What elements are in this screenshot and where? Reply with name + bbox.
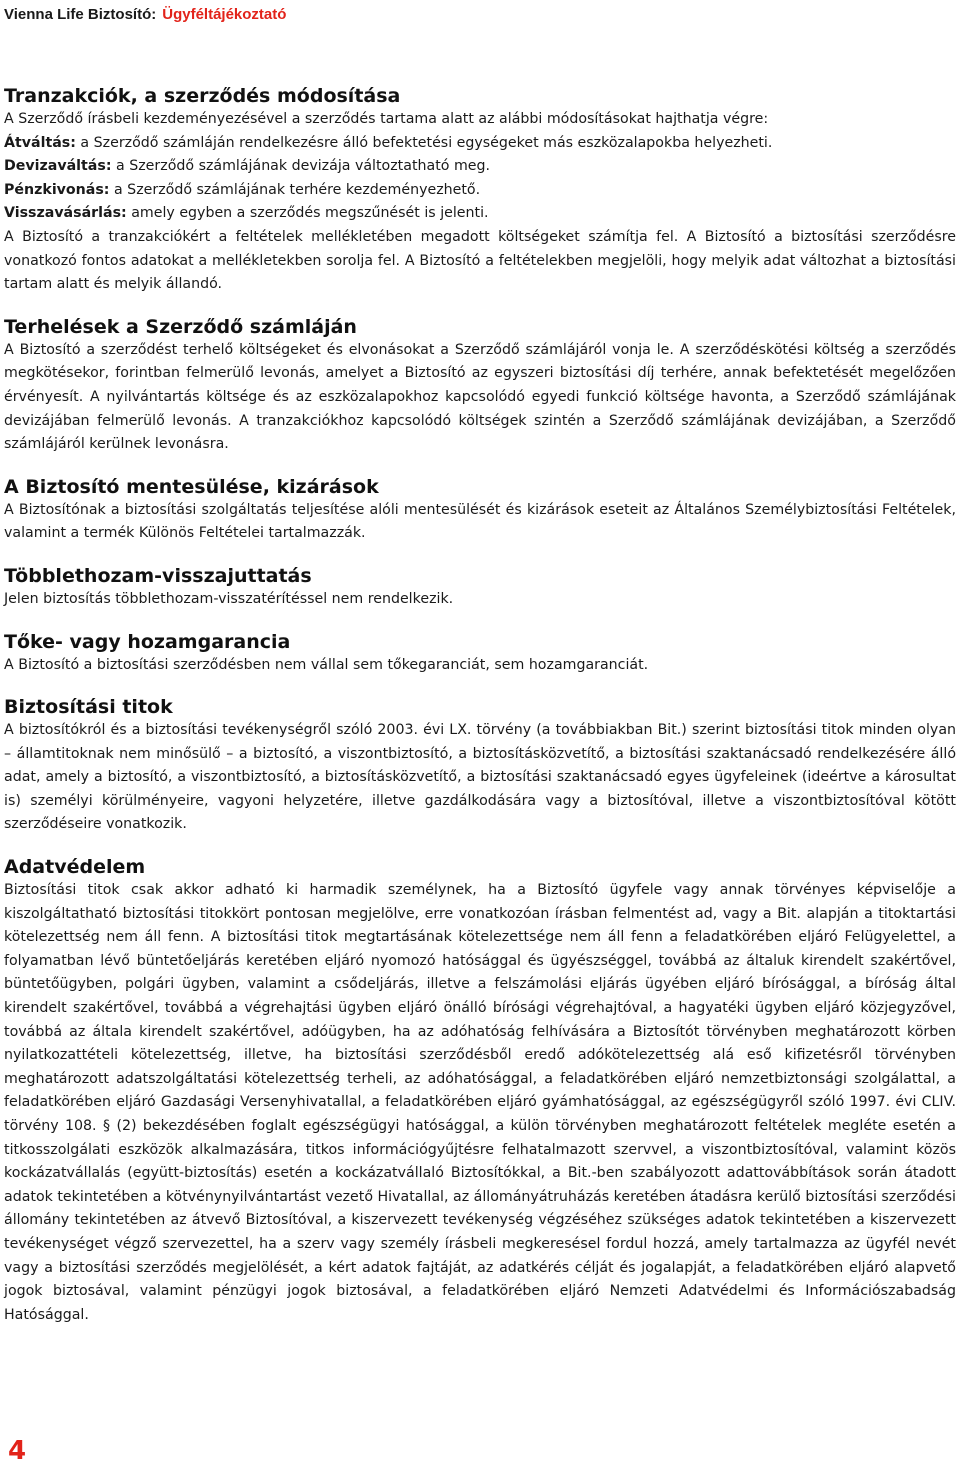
section-title: Biztosítási titok [4, 696, 173, 719]
section-adatvedelem [4, 855, 956, 1327]
item-text: a Szerződő számláján rendelkezésre álló befektetési egységeket más eszközalapokba helyezheti. [75, 134, 773, 151]
section-mentesules [4, 475, 956, 546]
item-term: Devizaváltás: [4, 158, 112, 175]
section-body: A Biztosító a biztosítási szerződésben nem vállal sem tőkegaranciát, sem hozamgaranciát. [4, 656, 649, 673]
section-title: A Biztosító mentesülése, kizárások [4, 475, 379, 498]
item-term: Pénzkivonás: [4, 181, 110, 198]
section-body: A biztosítókról és a biztosítási tevékenységről szóló 2003. évi LX. törvény (a továbbiakban Bit.) szerint biztosítási titok minden olyan – államtitoknak nem minősülő – a biztosító, a viszontbiztosító, a biztosításközvetítő, a biztosítási szaktanácsadó rendelkezésére álló adat, amely a biztosító, a viszontbiztosító, a biztosításközvetítő, a biztosítási szaktanácsadó egyes ügyfeleinek (ideértve a károsultat is) személyi körülményeire, vagyoni helyzetére, illetve gazdálkodására vagy a biztosítóval, illetve a viszontbiztosítóval kötött szerződéseire vonatkozik. [4, 722, 956, 833]
item-text: a Szerződő számlájának devizája változtatható meg. [111, 158, 491, 175]
list-item [4, 132, 956, 156]
list-item [4, 155, 956, 179]
section-tokegarancia [4, 630, 956, 678]
section-title: Adatvédelem [4, 856, 146, 879]
section-body: A Biztosító a tranzakciókért a feltételek mellékletében megadott költségeket számítja fel. A Biztosító a biztosítási szerződésre vonatkozó fontos adatokat a mellékletekben sorolja fel. A Biztosító a feltételekben megjelöli, hogy melyik adat változhat a biztosítási tartam alatt és melyik állandó. [4, 228, 956, 293]
item-text: amely egyben a szerződés megszűnését is jelenti. [126, 205, 489, 222]
page-header [4, 6, 286, 23]
page-number: 4 [8, 1436, 27, 1466]
list-item [4, 202, 956, 226]
section-body: Jelen biztosítás többlethozam-visszatérítéssel nem rendelkezik. [4, 590, 454, 607]
item-term: Átváltás: [4, 134, 76, 151]
section-title: Tranzakciók, a szerződés módosítása [4, 85, 401, 107]
section-tranzakciok [4, 84, 956, 297]
header-brand: Vienna Life Biztosító: [4, 6, 157, 23]
section-intro: A Szerződő írásbeli kezdeményezésével a szerződés tartama alatt az alábbi módosításokat hajthatja végre: [4, 111, 769, 127]
section-body: A Biztosító a szerződést terhelő költségeket és elvonásokat a Szerződő számlájáról vonja le. A szerződéskötési költség a szerződés megkötésekor, forintban felmerülő levonás, amelyet a Biztosító az egyszeri biztosítási díj terhére, annak befektetését megelőzően érvényesít. A nyilvántartás költsége és az eszközalapokhoz kapcsolódó egyedi funkció költsége havonta, a Szerződő számlájának devizájában felmerülő levonás. A tranzakciókhoz kapcsolódó költségek szintén a Szerződő számlájának devizájában, a Szerződő számlájáról kerülnek levonásra. [4, 341, 956, 453]
list-item [4, 179, 956, 203]
section-body: A Biztosítónak a biztosítási szolgáltatás teljesítése alóli mentesülését és kizárások eseteit az Általános Személybiztosítási Feltételek, valamint a termék Különös Feltételei tartalmazzák. [4, 501, 956, 542]
item-text: a Szerződő számlájának terhére kezdeményezhető. [109, 181, 481, 198]
section-titok [4, 695, 956, 837]
section-tobblethozam [4, 564, 956, 612]
item-term: Visszavásárlás: [4, 205, 127, 222]
section-terhelesek [4, 315, 956, 457]
section-title: Többlethozam-visszajuttatás [4, 564, 312, 587]
section-title: Tőke- vagy hozamgarancia [4, 630, 291, 653]
header-subtitle: Ügyféltájékoztató [162, 6, 287, 23]
document-body [4, 84, 956, 1327]
section-body: Biztosítási titok csak akkor adható ki harmadik személynek, ha a Biztosító ügyfele vagy annak törvényes képviselője a kiszolgáltatható biztosítási titokkört pontosan megjelölve, erre vonatkozóan írásban felmentést ad, vagy a Bit. alapján a titoktartási kötelezettség nem áll fenn. A biztosítási titok megtartásának kötelezettsége nem áll fenn a feladatkörében eljáró Felügyelettel, a folyamatban lévő büntetőeljárás keretében eljáró nyomozó hatósággal és ügyészséggel, továbbá az általuk kirendelt szakértővel, büntetőügyben, polgári ügyben, valamint a csődeljárás, illetve a felszámolási eljárás ügyében eljáró bírósággal, a bíróság által kirendelt szakértővel, továbbá a végrehajtási ügyben eljáró önálló bírósági végrehajtóval, a hagyatéki ügyben eljáró közjegyzővel, továbbá az általa kirendelt szakértővel, adóügyben, ha az adóhatóság felhívására a Biztosítót törvényben meghatározott körben nyilatkozattételi kötelezettség, illetve, ha biztosítási szerződésből eredő adókötelezettség alá eső kifizetésről törvényben meghatározott adatszolgáltatási kötelezettség terheli, az adóhatósággal, a feladatkörében eljáró nemzetbiztonsági szolgálattal, a feladatkörében eljáró Gazdasági Versenyhivatallal, a feladatkörében eljáró gyámhatósággal, az egészségügyről szóló 1997. évi CLIV. törvény 108. § (2) bekezdésében foglalt egészségügyi hatósággal, a külön törvényben meghatározott feltételek megléte esetén a titkosszolgálati eszközök alkalmazására, titkos információgyűjtésre felhatalmazott szervvel, a viszontbiztosítóval, valamint közös kockázatvállalás (együtt-biztosítás) esetén a kockázatvállaló Biztosítókkal, a Bit.-ben szabályozott adattovábbítások során átadott adatok tekintetében a kötvénynyilvántartást vezető Hivatallal, az állományátruházás keretében átadásra kerülő biztosítási szerződési állomány tekintetében az átvevő Biztosítóval, a kiszervezett tevékenység végzéséhez szükséges adatok tekintetében a kiszervezett tevékenységet végző szervezettel, ha a szerv vagy személy írásbeli megkeresésel fordul hozzá, amely tartalmazza az ügyfél nevét vagy a biztosítási szerződés megjelölését, a kért adatok fajtáját, az adatkérés célját és jogalapját, a feladatkörében eljáró alapvető jogok biztosával, valamint pénzügyi jogok biztosával, a feladatkörében eljáró Nemzeti Adatvédelmi és Információszabadság Hatósággal. [4, 882, 956, 1323]
section-title: Terhelések a Szerződő számláján [4, 315, 357, 338]
